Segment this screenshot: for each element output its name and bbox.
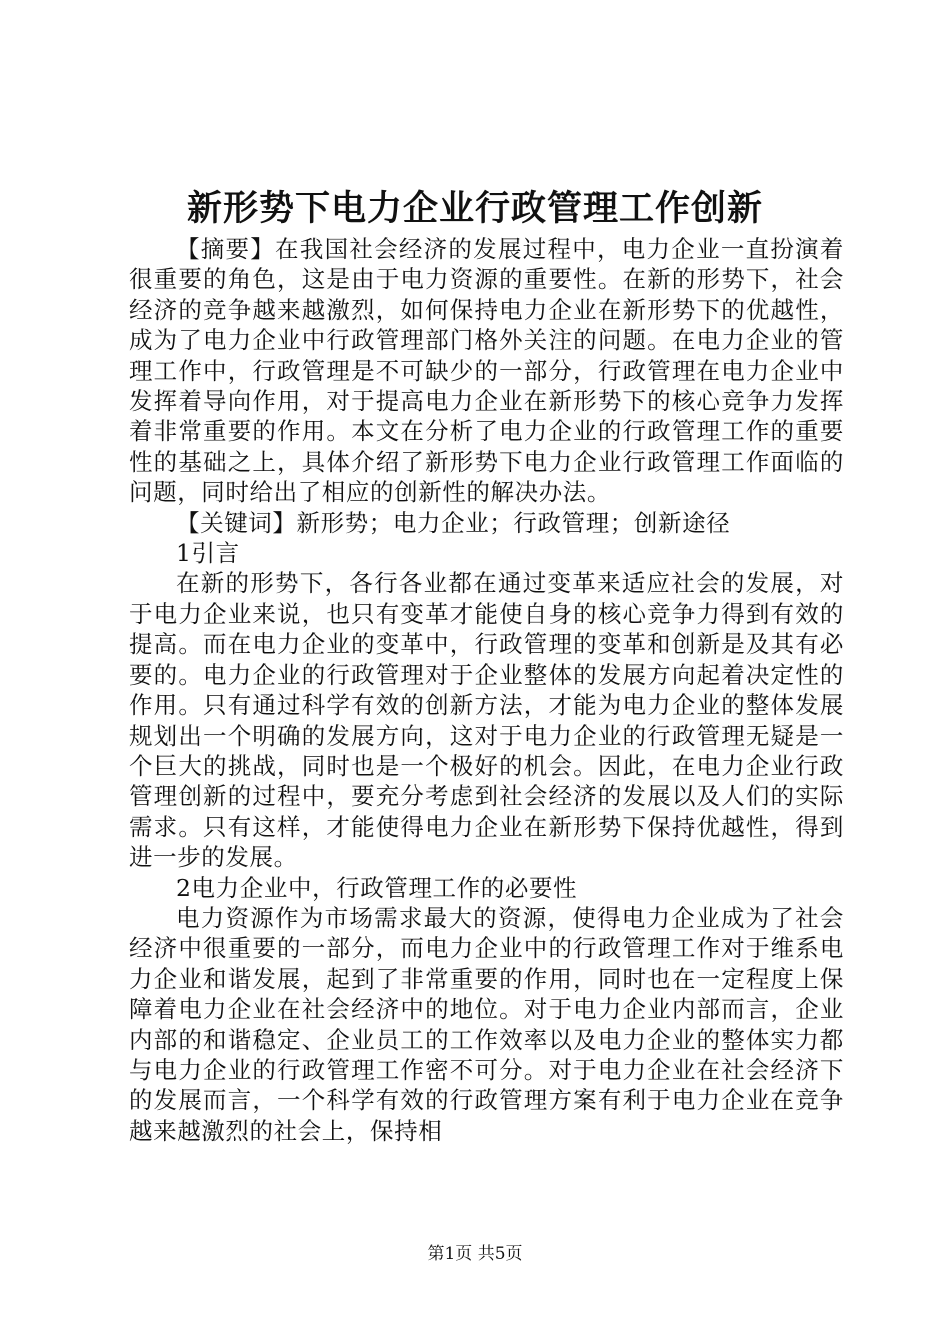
keywords-paragraph: 【关键词】新形势；电力企业；行政管理；创新途径 — [176, 508, 731, 537]
section-heading-introduction: 1引言 — [176, 539, 240, 568]
introduction-paragraph: 在新的形势下，各行各业都在通过变革来适应社会的发展，对于电力企业来说，也只有变革才能使自身的核心竞争力得到有效的提高。而在电力企业的变革中，行政管理的变革和创新是及其有必要的。电力企业的行政管理对于企业整体的发展方向起着决定性的作用。只有通过科学有效的创新方法，才能为电力企业的整体发展规划出一个明确的发展方向，这对于电力企业的行政管理无疑是一个巨大的挑战，同时也是一个极好的机会。因此，在电力企业行政管理创新的过程中，要充分考虑到社会经济的发展以及人们的实际需求。只有这样，才能使得电力企业在新形势下保持优越性，得到进一步的发展。 — [129, 569, 844, 872]
document-body — [129, 234, 844, 1146]
abstract-paragraph: 【摘要】在我国社会经济的发展过程中，电力企业一直扮演着很重要的角色，这是由于电力资源的重要性。在新的形势下，社会经济的竞争越来越激烈，如何保持电力企业在新形势下的优越性，成为了电力企业中行政管理部门格外关注的问题。在电力企业的管理工作中，行政管理是不可缺少的一部分，行政管理在电力企业中发挥着导向作用，对于提高电力企业在新形势下的核心竞争力发挥着非常重要的作用。本文在分析了电力企业的行政管理工作的重要性的基础之上，具体介绍了新形势下电力企业行政管理工作面临的问题，同时给出了相应的创新性的解决办法。 — [129, 235, 844, 507]
document-title: 新形势下电力企业行政管理工作创新 — [186, 188, 763, 229]
section-heading-necessity: 2电力企业中，行政管理工作的必要性 — [176, 873, 578, 902]
necessity-paragraph: 电力资源作为市场需求最大的资源，使得电力企业成为了社会经济中很重要的一部分，而电力企业中的行政管理工作对于维系电力企业和谐发展，起到了非常重要的作用，同时也在一定程度上保障着电力企业在社会经济中的地位。对于电力企业内部而言，企业内部的和谐稳定、企业员工的工作效率以及电力企业的整体实力都与电力企业的行政管理工作密不可分。对于电力企业在社会经济下的发展而言，一个科学有效的行政管理方案有利于电力企业在竞争越来越激烈的社会上，保持相 — [129, 903, 844, 1145]
page-number-footer: 第1页 共5页 — [427, 1244, 523, 1264]
